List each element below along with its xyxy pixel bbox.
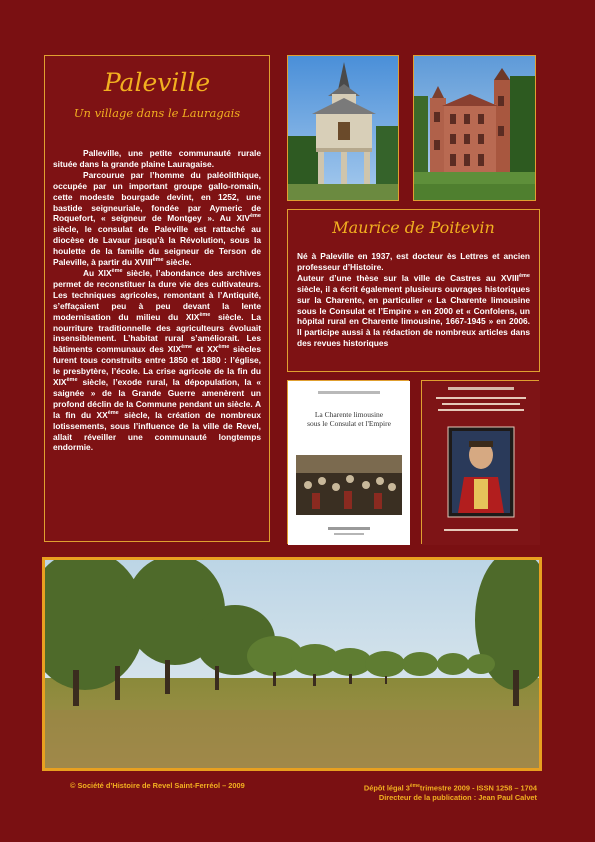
- book-cover-confolens: [421, 380, 539, 544]
- article-title: Paleville: [103, 68, 211, 97]
- article-paragraph: Au XIXème siècle, l’abondance des archives permet de reconstituer la dure vie des cultivateurs. Les techniques agricoles, remontant à l’Antiquité, s’effaçaient peu à peu devant la lente modernisation du milieu du XIXème siècle. La nourriture traditionnelle des agriculteurs évoluait insensiblement. L’habitat rural s’améliorait. Les bâtiments communaux des XIXème et XXème siècles furent tous construits entre 1850 et 1880 : l’église, le presbytère, l’école. La crise agricole de la fin du XIXème siècle, l’exode rural, la dépopulation, la « saignée » de la Grande Guerre amenèrent un profond déclin de la Commune pendant un siècle. A la fin du XXème siècle, la création de nombreux lotissements, sous l’influence de la ville de Revel, allait réveiller une communauté longtemps endormie.: [53, 267, 262, 453]
- author-paragraph: Auteur d’une thèse sur la ville de Castres au XVIIIème siècle, il a écrit également plusieurs ouvrages historiques sur la Charente, en particulier « La Charente limousine sous le Consulat et l’Empire » en 2000 et « Confolens, un hôpital rural en Charente limousine, 1667-1945 » en 2006. Il participe aussi à la rédaction de nombreux articles dans des revues historiques: [297, 272, 530, 349]
- article-body: [53, 148, 261, 453]
- book-cover-image: [288, 381, 410, 545]
- author-bio: [297, 251, 530, 349]
- landscape-image: [45, 560, 539, 768]
- footer-legal-line2: Directeur de la publication : Jean Paul Calvet: [378, 793, 537, 803]
- article-paragraph: Palleville, une petite communauté rurale située dans la grande plaine Lauragaise.: [53, 148, 261, 169]
- pigeonnier-photo: [287, 55, 399, 201]
- orchard-landscape-photo: [42, 557, 542, 771]
- article-paragraph: Parcourue par l’homme du paléolithique, occupée par un important groupe gallo-romain, cette modeste bourgade devint, en 1252, une bastide seigneuriale, fondée par Aymeric de Roquefort, « seigneur de Montgey ». Au XIVème siècle, le consulat de Paleville est rattaché au diocèse de Lavaur jusqu’à la Révolution, sous la houlette de la famille du seigneur de Terson de Paleville, à partir du XVIIIème siècle.: [53, 169, 261, 268]
- chateau-image: [414, 56, 536, 201]
- pigeonnier-image: [288, 56, 399, 201]
- book1-title-line1: La Charente limousine: [314, 410, 384, 419]
- author-box: [287, 209, 540, 372]
- book1-title-line2: sous le Consulat et l'Empire: [307, 419, 391, 428]
- book-cover-charente-limousine: [287, 380, 409, 544]
- author-paragraph: Né à Paleville en 1937, est docteur ès Lettres et ancien professeur d’Histoire.: [297, 251, 530, 272]
- book-cover-image: [422, 381, 540, 545]
- footer-legal: [364, 781, 537, 803]
- article-subtitle: Un village dans le Lauragais: [73, 106, 241, 120]
- author-title: Maurice de Poitevin: [332, 218, 495, 237]
- footer-copyright: © Société d’Histoire de Revel Saint-Ferréol – 2009: [70, 781, 245, 790]
- paleville-article: [44, 55, 270, 542]
- footer-legal-line1: Dépôt légal 3èmetrimestre 2009 - ISSN 1258 – 1704: [363, 783, 537, 793]
- chateau-photo: [413, 55, 536, 201]
